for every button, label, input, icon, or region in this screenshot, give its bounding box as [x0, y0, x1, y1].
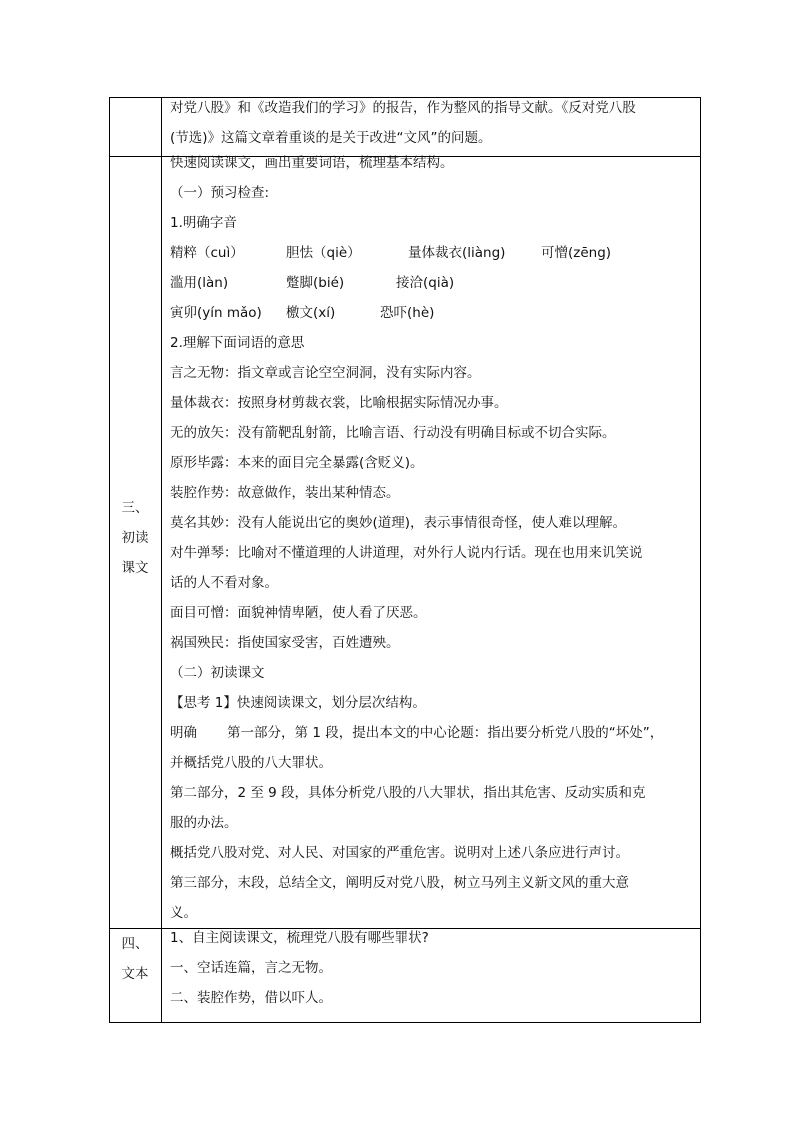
text-line: 二、装腔作势，借以吓人。: [170, 990, 332, 1006]
definition-line: 话的人不看对象。: [170, 575, 278, 591]
label-line: 初读: [121, 530, 149, 546]
label-line: 三、: [121, 500, 149, 516]
text-line: 1、自主阅读课文，梳理党八股有哪些罪状?: [170, 930, 429, 946]
label-line: 课文: [121, 560, 149, 576]
pinyin-item: 胆怯（qiè）: [286, 245, 361, 261]
definition-line: 装腔作势：故意做作，装出某种情态。: [170, 485, 400, 501]
table-border-bottom: [109, 1022, 701, 1023]
definition-line: 原形毕露：本来的面目完全暴露(含贬义)。: [170, 455, 424, 471]
pinyin-item: 接洽(qià): [396, 275, 455, 291]
pinyin-item: 滥用(làn): [170, 275, 229, 291]
answer-line: 服的办法。: [170, 815, 238, 831]
answer-line: 义。: [170, 905, 197, 921]
definition-line: 面目可憎：面貌神情卑陋，使人看了厌恶。: [170, 605, 427, 621]
pinyin-row: [170, 238, 698, 268]
definition-line: 言之无物：指文章或言论空空洞洞，没有实际内容。: [170, 365, 481, 381]
item-heading: 2.理解下面词语的意思: [170, 335, 305, 351]
table-row: [109, 157, 701, 928]
pinyin-row: [170, 298, 698, 328]
definition-line: 无的放矢：没有箭靶乱射箭，比喻言语、行动没有明确目标或不切合实际。: [170, 425, 616, 441]
section-heading: （一）预习检查:: [170, 185, 270, 201]
pinyin-item: 蹩脚(bié): [286, 275, 345, 291]
label-line: 四、: [121, 936, 149, 952]
text-line: 一、空话连篇，言之无物。: [170, 960, 332, 976]
section-heading: （二）初读课文: [170, 665, 265, 681]
pinyin-item: 恐吓(hè): [380, 305, 435, 321]
label-line: 文本: [121, 966, 149, 982]
pinyin-item: 精粹（cuì）: [170, 245, 244, 261]
pinyin-row: [170, 268, 698, 298]
lesson-table: [109, 97, 701, 1023]
text-line: (节选)》这篇文章着重谈的是关于改进“文风”的问题。: [170, 130, 492, 146]
text-line: 对党八股》和《改造我们的学习》的报告，作为整风的指导文献。《反对党八股: [170, 100, 636, 116]
pinyin-item: 檄文(xí): [286, 305, 336, 321]
row-label: [109, 929, 161, 989]
item-heading: 1.明确字音: [170, 215, 237, 231]
intro-text: 快速阅读课文，画出重要词语，梳理基本结构。: [170, 155, 454, 171]
answer-line: 第二部分，2 至 9 段，具体分析党八股的八大罪状，指出其危害、反动实质和克: [170, 785, 646, 801]
definition-line: 祸国殃民：指使国家受害，百姓遭殃。: [170, 635, 400, 651]
row-label: [109, 493, 161, 583]
definition-line: 对牛弹琴：比喻对不懂道理的人讲道理，对外行人说内行话。现在也用来讥笑说: [170, 545, 643, 561]
answer-line: 第三部分，末段，总结全文，阐明反对党八股，树立马列主义新文风的重大意: [170, 875, 629, 891]
definition-line: 量体裁衣：按照身材剪裁衣裳，比喻根据实际情况办事。: [170, 395, 508, 411]
row-content: [170, 93, 698, 153]
pinyin-item: 可憎(zēng): [541, 245, 612, 261]
answer-line: 明确 第一部分，第 1 段，提出本文的中心论题：指出要分析党八股的“坏处”，: [170, 725, 664, 741]
pinyin-item: 寅卯(yín mǎo): [170, 305, 262, 321]
table-row: [109, 929, 701, 1022]
question-text: 【思考 1】快速阅读课文，划分层次结构。: [170, 695, 426, 711]
row-content: [170, 923, 698, 1013]
definition-line: 莫名其妙：没有人能说出它的奥妙(道理)，表示事情很奇怪，使人难以理解。: [170, 515, 627, 531]
pinyin-item: 量体裁衣(liàng): [408, 245, 506, 261]
answer-line: 概括党八股对党、对人民、对国家的严重危害。说明对上述八条应进行声讨。: [170, 845, 629, 861]
answer-line: 并概括党八股的八大罪状。: [170, 755, 332, 771]
row-content: [170, 148, 698, 928]
